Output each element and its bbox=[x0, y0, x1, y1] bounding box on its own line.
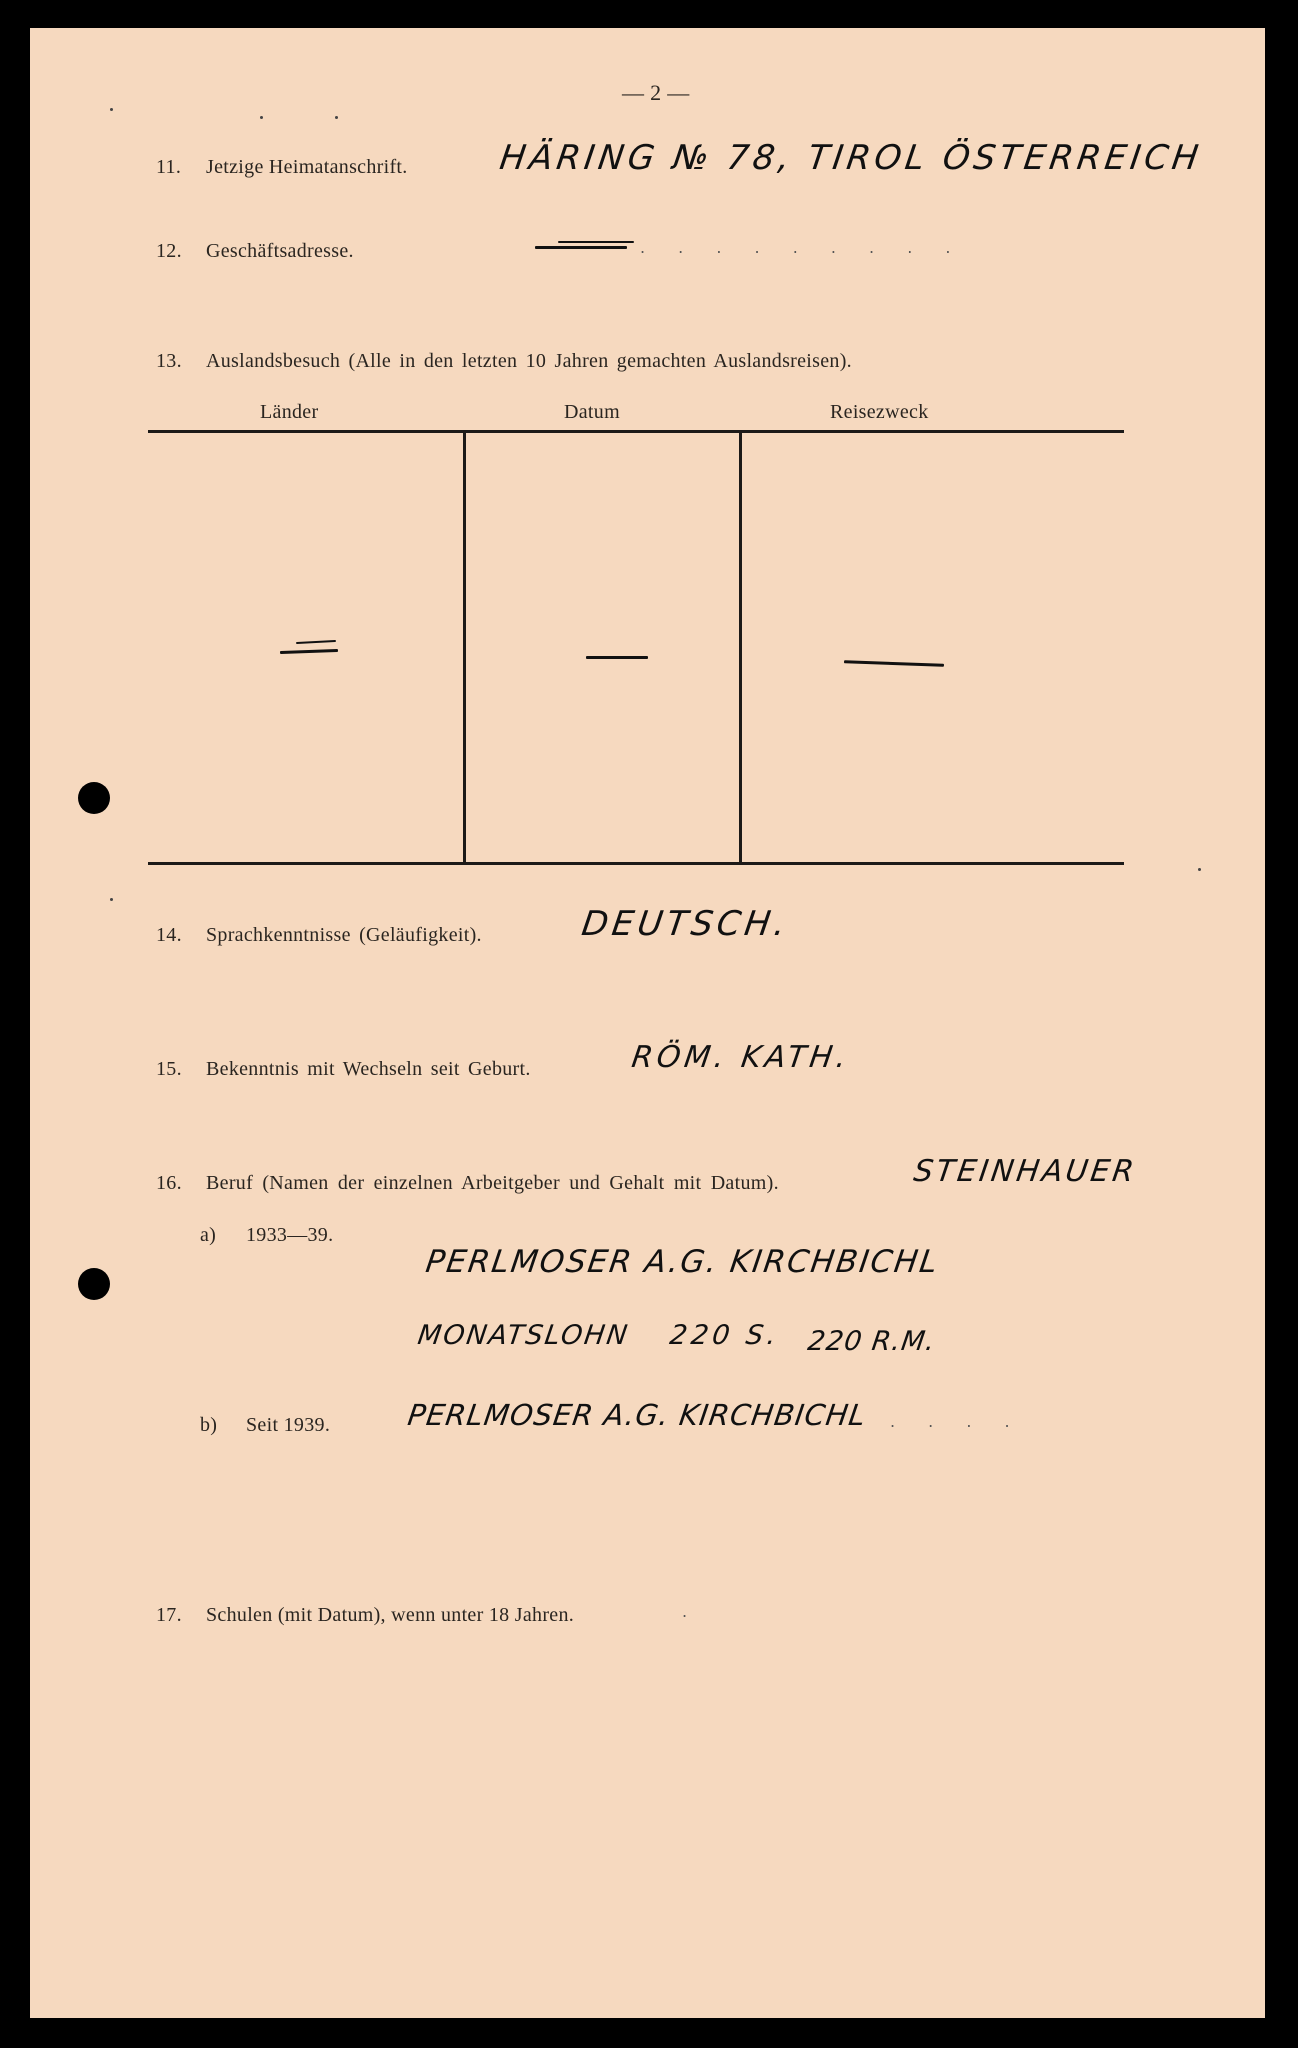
item-12-label: Geschäftsadresse. bbox=[206, 240, 354, 262]
table-bottom-rule bbox=[148, 862, 1124, 865]
item-16-label: Beruf (Namen der einzelnen Arbeitgeber und Gehalt mit Datum). bbox=[206, 1172, 779, 1194]
item-16b-label: b) bbox=[200, 1414, 218, 1436]
form-page bbox=[30, 28, 1265, 2018]
item-13-label: Auslandsbesuch (Alle in den letzten 10 Jahren gemachten Auslandsreisen). bbox=[206, 350, 852, 372]
item-11-number: 11. bbox=[156, 156, 182, 178]
item-15-answer: RÖM. KATH. bbox=[629, 1040, 853, 1075]
item-15-number: 15. bbox=[156, 1058, 182, 1080]
page-number: — 2 — bbox=[622, 80, 690, 105]
paper-speck bbox=[110, 108, 113, 111]
item-16-answer: STEINHAUER bbox=[911, 1154, 1139, 1189]
table-top-rule bbox=[148, 430, 1124, 433]
item-16a-wage-label: MONATSLOHN bbox=[415, 1320, 632, 1351]
paper-speck bbox=[335, 116, 338, 119]
table-cell-laender-stroke bbox=[280, 649, 338, 654]
item-17-label: Schulen (mit Datum), wenn unter 18 Jahren. bbox=[206, 1604, 575, 1626]
table-column-divider bbox=[739, 432, 742, 862]
table-cell-reisezweck-stroke bbox=[844, 660, 944, 666]
item-16b-period: Seit 1939. bbox=[246, 1414, 331, 1436]
paper-speck bbox=[260, 116, 263, 119]
table-header-datum: Datum bbox=[564, 401, 620, 423]
item-16a-period: 1933—39. bbox=[246, 1224, 334, 1246]
item-12-number: 12. bbox=[156, 240, 182, 262]
item-14-number: 14. bbox=[156, 924, 182, 946]
paper-speck bbox=[1198, 868, 1201, 871]
item-11-label: Jetzige Heimatanschrift. bbox=[206, 156, 408, 178]
item-17-number: 17. bbox=[156, 1604, 182, 1626]
item-13-number: 13. bbox=[156, 350, 182, 372]
item-16a-label: a) bbox=[200, 1224, 217, 1246]
item-14-answer: DEUTSCH. bbox=[579, 904, 792, 944]
item-16a-wage-schilling: 220 S. bbox=[667, 1320, 783, 1351]
table-cell-laender-stroke bbox=[296, 640, 336, 644]
item-16a-employer: PERLMOSER A.G. KIRCHBICHL bbox=[423, 1244, 942, 1280]
punch-hole bbox=[78, 1268, 110, 1300]
item-14-label: Sprachkenntnisse (Geläufigkeit). bbox=[206, 924, 482, 946]
punch-hole bbox=[78, 782, 110, 814]
item-16b-dotted-line: . . . . bbox=[890, 1412, 1024, 1431]
item-12-blank-stroke bbox=[558, 241, 634, 243]
table-header-reisezweck: Reisezweck bbox=[830, 401, 929, 423]
item-16b-employer: PERLMOSER A.G. KIRCHBICHL bbox=[405, 1398, 869, 1432]
table-column-divider bbox=[463, 432, 466, 862]
item-16-number: 16. bbox=[156, 1172, 182, 1194]
paper-speck bbox=[110, 898, 113, 901]
table-header-laender: Länder bbox=[260, 401, 319, 423]
table-cell-datum-stroke bbox=[586, 656, 648, 659]
item-15-label: Bekenntnis mit Wechseln seit Geburt. bbox=[206, 1058, 531, 1080]
item-16a-wage-reichsmark: 220 R.M. bbox=[805, 1326, 938, 1357]
item-12-blank-stroke bbox=[535, 246, 627, 249]
item-12-dotted-line: . . . . . . . . . bbox=[640, 238, 965, 257]
item-11-answer: HÄRING № 78, TIROL ÖSTERREICH bbox=[497, 138, 1205, 178]
item-17-dotted-line: . bbox=[682, 1602, 702, 1621]
